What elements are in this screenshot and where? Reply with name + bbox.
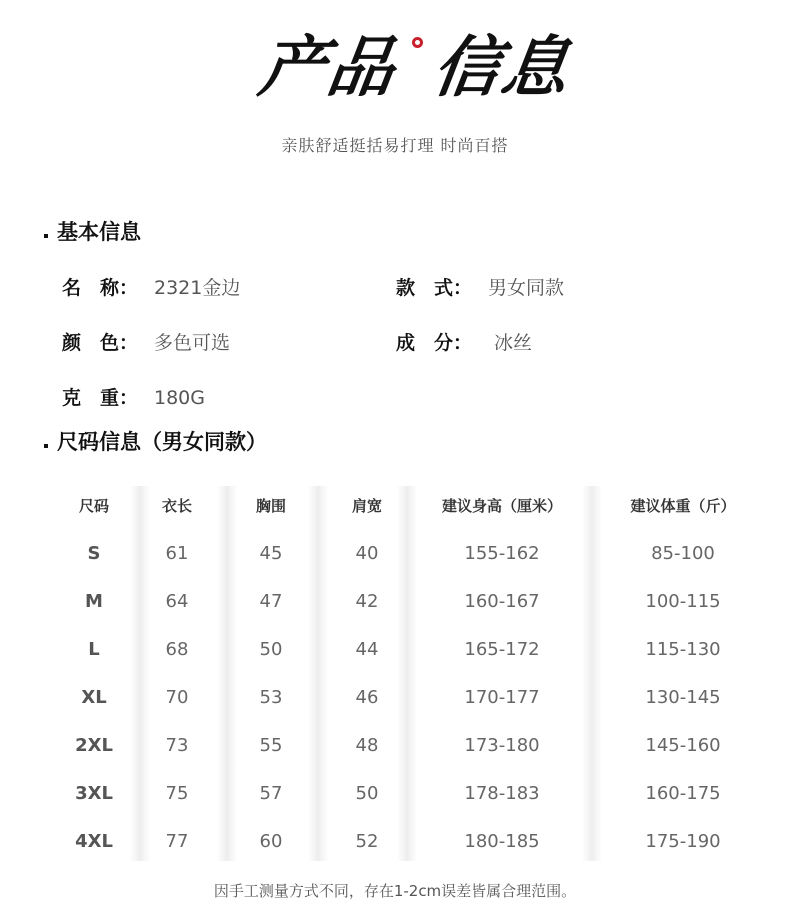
info-name-value: 2321金边: [154, 277, 241, 299]
info-weight: [62, 386, 205, 410]
table-cell: 85-100: [651, 543, 715, 564]
header-chest: 胸围: [255, 497, 286, 515]
table-cell: 178-183: [464, 783, 540, 804]
header-size: 尺码: [78, 497, 109, 515]
table-cell: 170-177: [464, 687, 540, 708]
size-table: [54, 478, 770, 870]
info-style-label: 款 式：: [396, 277, 473, 299]
table-cell: 60: [259, 831, 283, 852]
table-cell: 46: [355, 687, 379, 708]
table-cell: 50: [259, 639, 283, 660]
table-cell: 50: [355, 783, 379, 804]
info-color-value: 多色可选: [154, 332, 231, 354]
table-cell: 145-160: [645, 735, 721, 756]
info-style: [396, 276, 564, 300]
table-cell: L: [88, 639, 100, 660]
info-style-value: 男女同款: [488, 277, 565, 299]
header-length: 衣长: [161, 497, 192, 515]
section-bullet-icon: [44, 444, 48, 448]
info-material: [396, 331, 532, 355]
info-material-label: 成 分：: [396, 332, 473, 354]
header-weight: 建议体重（斤）: [630, 497, 736, 515]
table-cell: 130-145: [645, 687, 721, 708]
table-cell: 160-167: [464, 591, 540, 612]
size-column: [54, 478, 134, 870]
table-cell: 75: [165, 783, 189, 804]
section-bullet-icon: [44, 234, 48, 238]
table-cell: 115-130: [645, 639, 721, 660]
header-shoulder: 肩宽: [351, 497, 382, 515]
info-material-value: 冰丝: [488, 332, 533, 354]
table-cell: 4XL: [75, 831, 113, 852]
table-cell: 165-172: [464, 639, 540, 660]
table-cell: 52: [355, 831, 379, 852]
table-cell: 48: [355, 735, 379, 756]
info-name: [62, 276, 240, 300]
table-cell: 47: [259, 591, 283, 612]
header-height: 建议身高（厘米）: [441, 497, 562, 515]
shoulder-column: [324, 478, 410, 870]
info-name-label: 名 称：: [62, 277, 139, 299]
basic-info-heading-text: 基本信息: [57, 220, 141, 244]
info-color: [62, 331, 230, 355]
table-cell: 57: [259, 783, 283, 804]
table-cell: 3XL: [75, 783, 113, 804]
table-cell: 155-162: [464, 543, 540, 564]
table-cell: 173-180: [464, 735, 540, 756]
basic-info-heading: [44, 216, 141, 246]
table-cell: 2XL: [75, 735, 113, 756]
table-cell: 44: [355, 639, 379, 660]
table-cell: 180-185: [464, 831, 540, 852]
table-cell: 61: [165, 543, 189, 564]
measurement-note: 因手工测量方式不同，存在1-2cm误差皆属合理范围。: [213, 882, 577, 900]
table-cell: 100-115: [645, 591, 721, 612]
size-info-heading-text: 尺码信息（男女同款）: [57, 430, 267, 454]
hero-accent-ring-icon: [412, 37, 423, 48]
table-cell: S: [87, 543, 101, 564]
table-cell: 73: [165, 735, 189, 756]
table-cell: 175-190: [645, 831, 721, 852]
info-weight-value: 180G: [154, 387, 205, 409]
product-subtitle: 亲肤舒适挺括易打理 时尚百搭: [281, 136, 509, 155]
height-column: [416, 478, 588, 870]
table-cell: XL: [81, 687, 107, 708]
table-cell: 55: [259, 735, 283, 756]
chest-column: [228, 478, 314, 870]
weight-column: [596, 478, 770, 870]
length-column: [138, 478, 216, 870]
table-cell: 53: [259, 687, 283, 708]
table-cell: 42: [355, 591, 379, 612]
table-cell: 160-175: [645, 783, 721, 804]
hero-title-right: 信息: [428, 28, 576, 106]
info-weight-label: 克 重：: [62, 387, 139, 409]
table-cell: 45: [259, 543, 283, 564]
hero-title-left: 产品: [254, 28, 402, 106]
table-cell: 40: [355, 543, 379, 564]
table-cell: 70: [165, 687, 189, 708]
table-cell: M: [85, 591, 103, 612]
table-cell: 68: [165, 639, 189, 660]
table-cell: 64: [165, 591, 189, 612]
table-cell: 77: [165, 831, 189, 852]
hero-title: [0, 22, 790, 112]
info-color-label: 颜 色：: [62, 332, 139, 354]
size-info-heading: [44, 426, 267, 456]
